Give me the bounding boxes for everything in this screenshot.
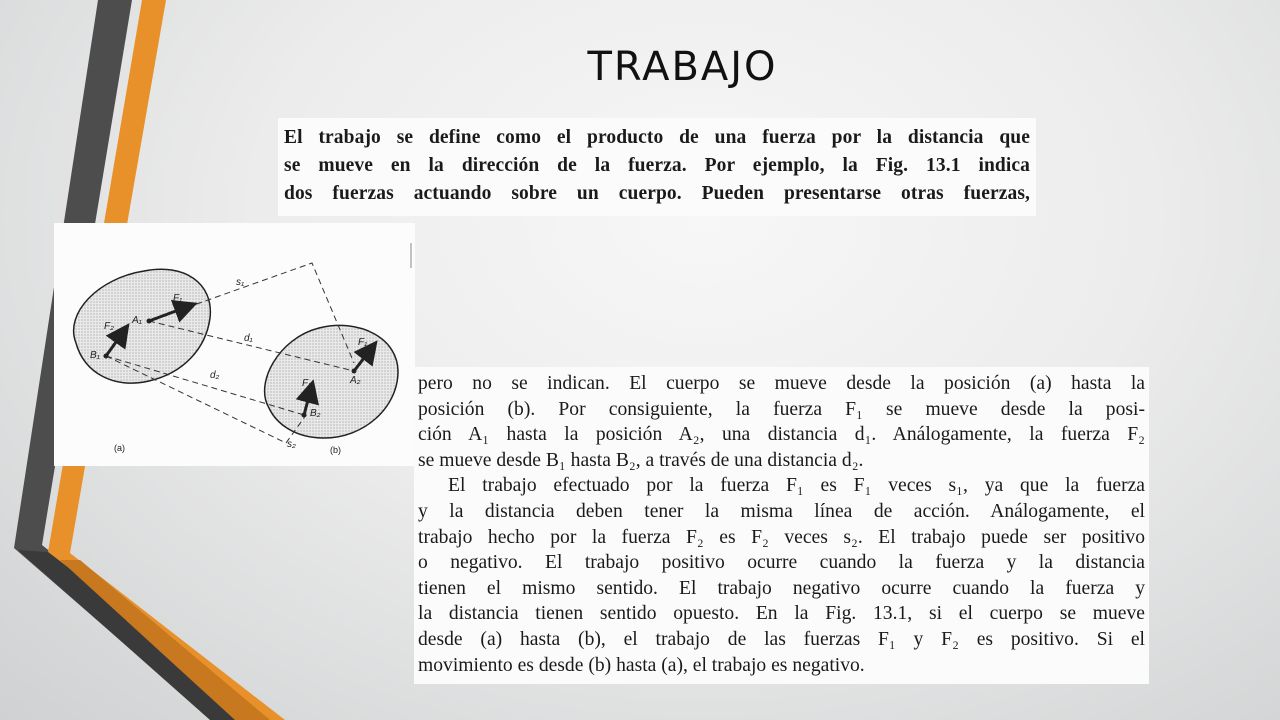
- caption-a: (a): [114, 443, 125, 453]
- body-line: pero no se indican. El cuerpo se mueve desde la posición (a) hasta la: [418, 373, 1145, 394]
- label-b2: B₂: [310, 408, 321, 419]
- label-d1: d₁: [244, 333, 253, 344]
- label-d2: d₂: [210, 370, 220, 381]
- body-line: desde (a) hasta (b), el trabajo de las fuerzas F₁ y F₂ es positivo. Si el: [418, 628, 1145, 650]
- body-line: ción A₁ hasta la posición A₂, una distancia d₁. Análogamente, la fuerza F₂: [418, 424, 1145, 446]
- top-line: se mueve en la dirección de la fuerza. Por ejemplo, la Fig. 13.1 indica: [284, 155, 1030, 176]
- body-line: se mueve desde B₁ hasta B₂, a través de una distancia d₂.: [418, 449, 864, 471]
- label-b1: B₁: [90, 350, 100, 361]
- label-a1: A₁: [132, 315, 142, 326]
- body-line: tienen el mismo sentido. El trabajo negativo ocurre cuando la fuerza y: [418, 577, 1145, 599]
- label-s1: s₁: [236, 277, 245, 288]
- body-line: la distancia tienen sentido opuesto. En la Fig. 13.1, si el cuerpo se mueve: [418, 603, 1145, 625]
- body-line: o negativo. El trabajo positivo ocurre cuando la fuerza y la distancia: [418, 552, 1145, 574]
- label-f1-a: F₁: [173, 293, 183, 304]
- top-line: dos fuerzas actuando sobre un cuerpo. Pueden presentarse otras fuerzas,: [284, 183, 1030, 204]
- figure-svg: [54, 223, 415, 466]
- top-text-scan: [278, 118, 1036, 216]
- body-b: [265, 325, 398, 438]
- body-line: movimiento es desde (b) hasta (a), el trabajo es negativo.: [418, 654, 865, 676]
- body-a: [74, 269, 211, 383]
- label-s2: s₂: [287, 439, 296, 450]
- label-a2: A₂: [350, 375, 361, 386]
- body-paragraph: [414, 367, 1149, 678]
- body-text-scan: [414, 367, 1149, 684]
- body-line: y la distancia deben tener la misma línea de acción. Análogamente, el: [418, 500, 1145, 522]
- label-f2-b: F₂: [302, 378, 312, 389]
- label-f1-b: F₁: [358, 337, 368, 348]
- top-line: El trabajo se define como el producto de una fuerza por la distancia que: [284, 127, 1030, 148]
- body-line: El trabajo efectuado por la fuerza F₁ es F₁ veces s₁, ya que la fuerza: [448, 475, 1145, 497]
- orange-wedge-bottom: [60, 560, 270, 720]
- body-line: posición (b). Por consiguiente, la fuerza F₁ se mueve desde la posi-: [418, 398, 1145, 420]
- body-line: trabajo hecho por la fuerza F₂ es F₂ veces s₂. El trabajo puede ser positivo: [418, 526, 1145, 548]
- physics-figure: [54, 223, 415, 466]
- top-paragraph: [278, 118, 1036, 208]
- label-f2-a: F₂: [104, 321, 114, 332]
- slide-title: TRABAJO: [587, 44, 778, 90]
- caption-b: (b): [330, 445, 341, 455]
